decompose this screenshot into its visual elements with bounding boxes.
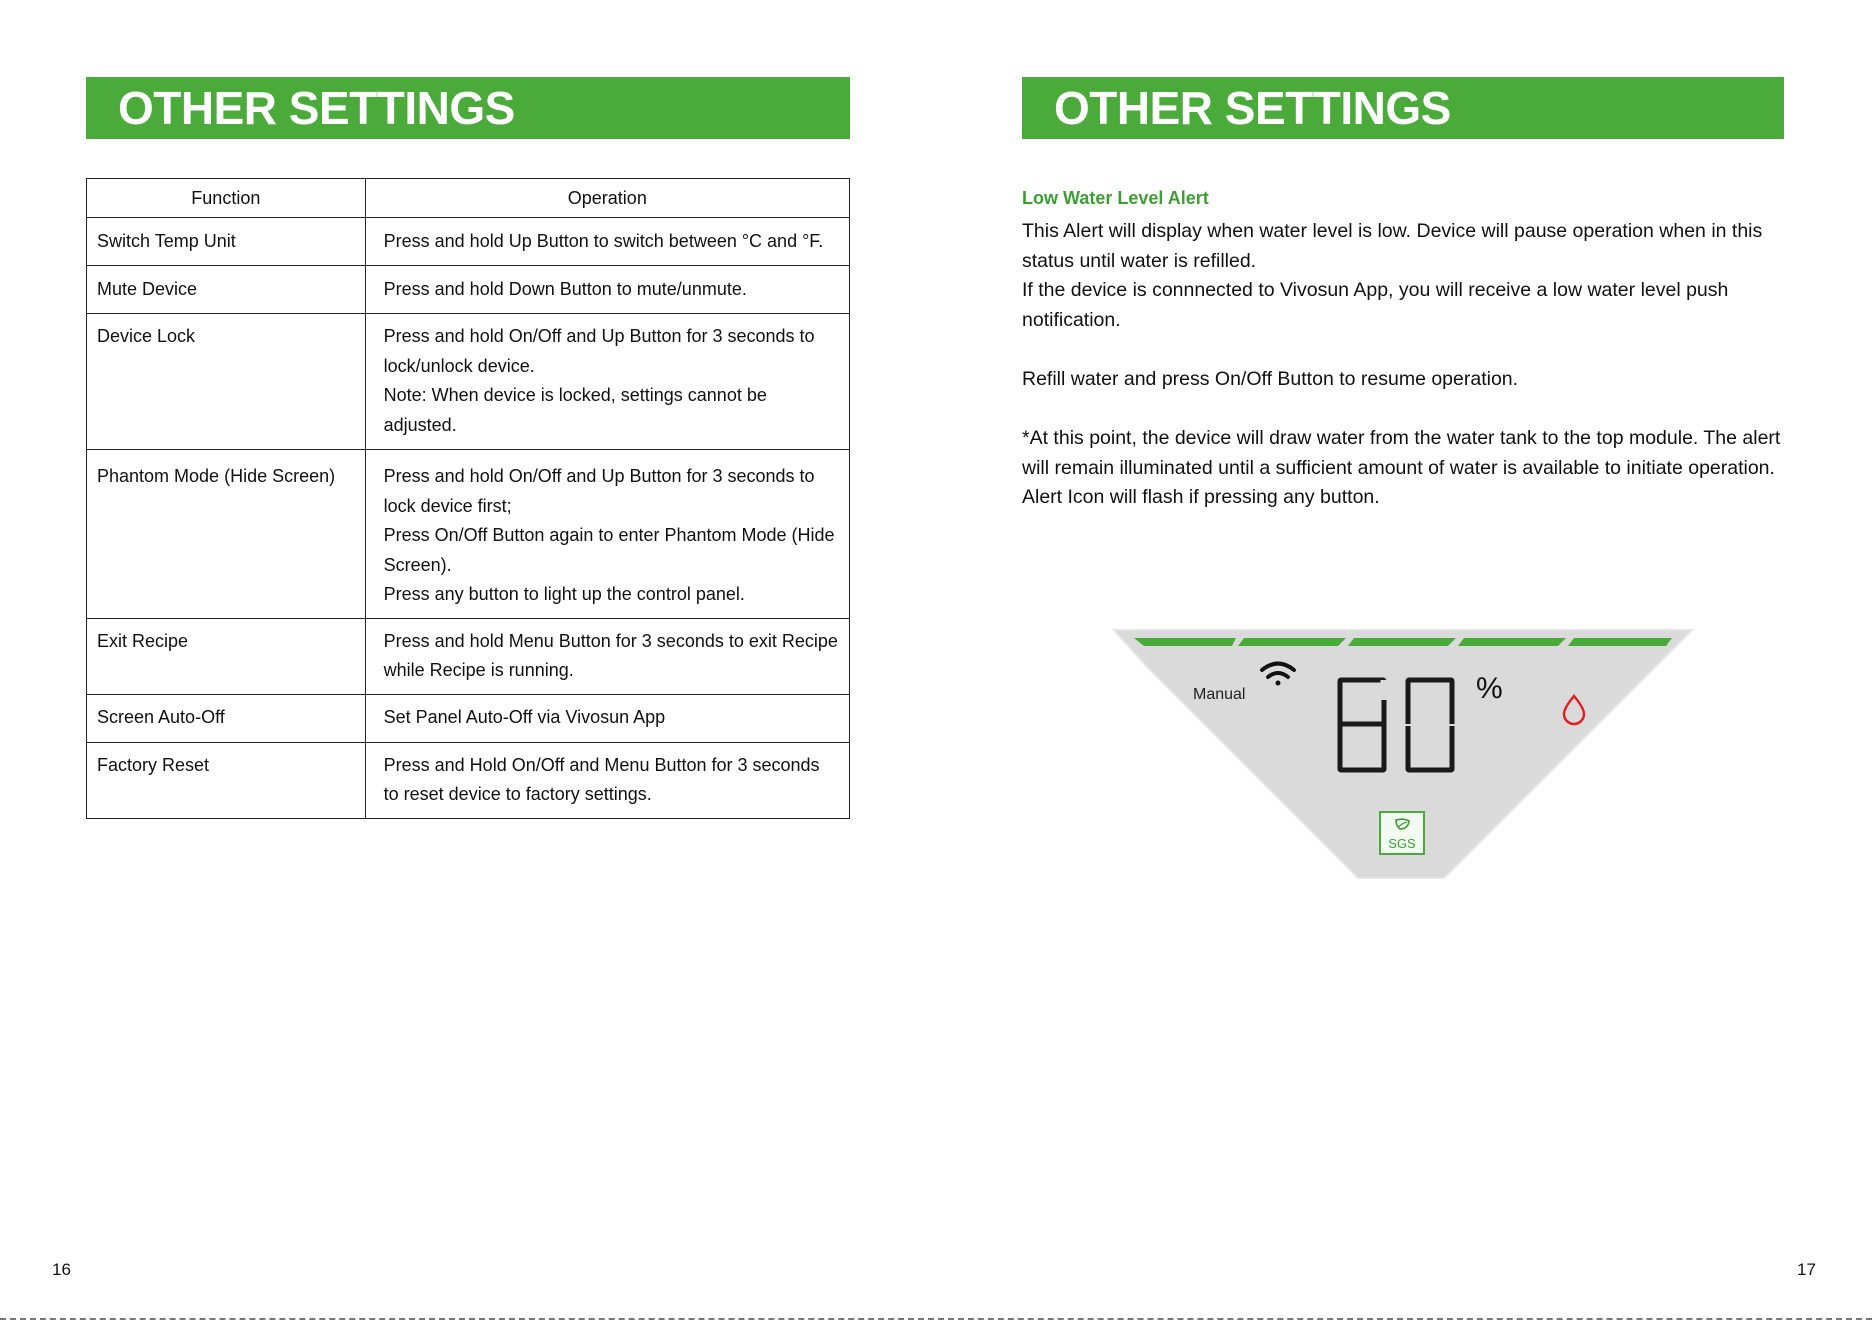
section-title: Low Water Level Alert — [1022, 188, 1209, 208]
level-bar — [1348, 638, 1456, 646]
paragraph-text: Alert Icon will flash if pressing any button. — [1022, 486, 1380, 509]
percent-unit: % — [1476, 672, 1503, 705]
operation-text: Set Panel Auto-Off via Vivosun App — [383, 707, 666, 728]
sgs-label: SGS — [1388, 836, 1416, 851]
leaf-icon — [1394, 817, 1412, 833]
operation-text: Press and hold On/Off and Up Button for 3 seconds to lock/unlock device. — [383, 326, 815, 376]
operation-cell — [365, 742, 849, 818]
table-row — [87, 314, 850, 450]
column-header-function: Function — [87, 179, 366, 218]
function-cell: Mute Device — [87, 266, 366, 314]
table-row — [87, 450, 850, 619]
operation-text: Press and hold Up Button to switch between °C and °F. — [383, 230, 824, 251]
table-row — [87, 618, 850, 694]
function-cell: Switch Temp Unit — [87, 218, 366, 266]
operation-cell — [365, 450, 849, 619]
table-row — [87, 742, 850, 818]
column-header-operation: Operation — [365, 179, 849, 218]
operation-cell — [365, 314, 849, 450]
operation-text: Press and hold Down Button to mute/unmute. — [383, 278, 747, 299]
mode-label: Manual — [1193, 686, 1246, 703]
page-heading-right: OTHER SETTINGS — [1022, 77, 1784, 139]
function-cell: Factory Reset — [87, 742, 366, 818]
page-bottom-rule — [0, 1318, 1872, 1320]
operation-note: Note: When device is locked, settings cannot be adjusted. — [383, 385, 767, 435]
function-cell: Device Lock — [87, 314, 366, 450]
operation-cell — [365, 694, 849, 742]
operation-cell — [365, 218, 849, 266]
level-bar — [1568, 638, 1672, 646]
paragraph-text: This Alert will display when water level is low. Device will pause operation when in this status until water is refilled. — [1022, 220, 1763, 272]
operation-text: Press On/Off Button again to enter Phantom Mode (Hide Screen). — [383, 525, 835, 575]
operation-cell — [365, 618, 849, 694]
table-header-row — [87, 179, 850, 218]
operation-text: Press any button to light up the control panel. — [383, 584, 745, 604]
paragraph-text: *At this point, the device will draw water from the water tank to the top module. The alert will remain illuminated until a sufficient amount of water is available to initiate operation. — [1022, 427, 1781, 479]
level-bar — [1134, 638, 1236, 646]
alert-note — [1022, 424, 1792, 513]
table-row — [87, 266, 850, 314]
function-cell: Phantom Mode (Hide Screen) — [87, 450, 366, 619]
water-level-bars — [1134, 638, 1672, 646]
table-row — [87, 218, 850, 266]
table-row — [87, 694, 850, 742]
function-cell: Exit Recipe — [87, 618, 366, 694]
operation-text: Press and hold Menu Button for 3 seconds to exit Recipe while Recipe is running. — [383, 630, 838, 680]
page-number-right: 17 — [1797, 1260, 1816, 1279]
settings-table — [86, 178, 850, 819]
refill-instruction — [1022, 365, 1792, 395]
operation-text: Press and Hold On/Off and Menu Button for 3 seconds to reset device to factory settings. — [383, 754, 820, 804]
operation-cell — [365, 266, 849, 314]
paragraph-text: Refill water and press On/Off Button to resume operation. — [1022, 368, 1519, 390]
page-number-left: 16 — [52, 1260, 71, 1279]
alert-description — [1022, 217, 1792, 335]
operation-text: Press and hold On/Off and Up Button for 3 seconds to lock device first; — [383, 466, 815, 516]
level-bar — [1458, 638, 1566, 646]
paragraph-text: If the device is connnected to Vivosun App, you will receive a low water level push notification. — [1022, 279, 1729, 331]
sgs-badge — [1379, 811, 1425, 855]
level-bar — [1238, 638, 1346, 646]
function-cell: Screen Auto-Off — [87, 694, 366, 742]
page-heading-left: OTHER SETTINGS — [86, 77, 850, 139]
